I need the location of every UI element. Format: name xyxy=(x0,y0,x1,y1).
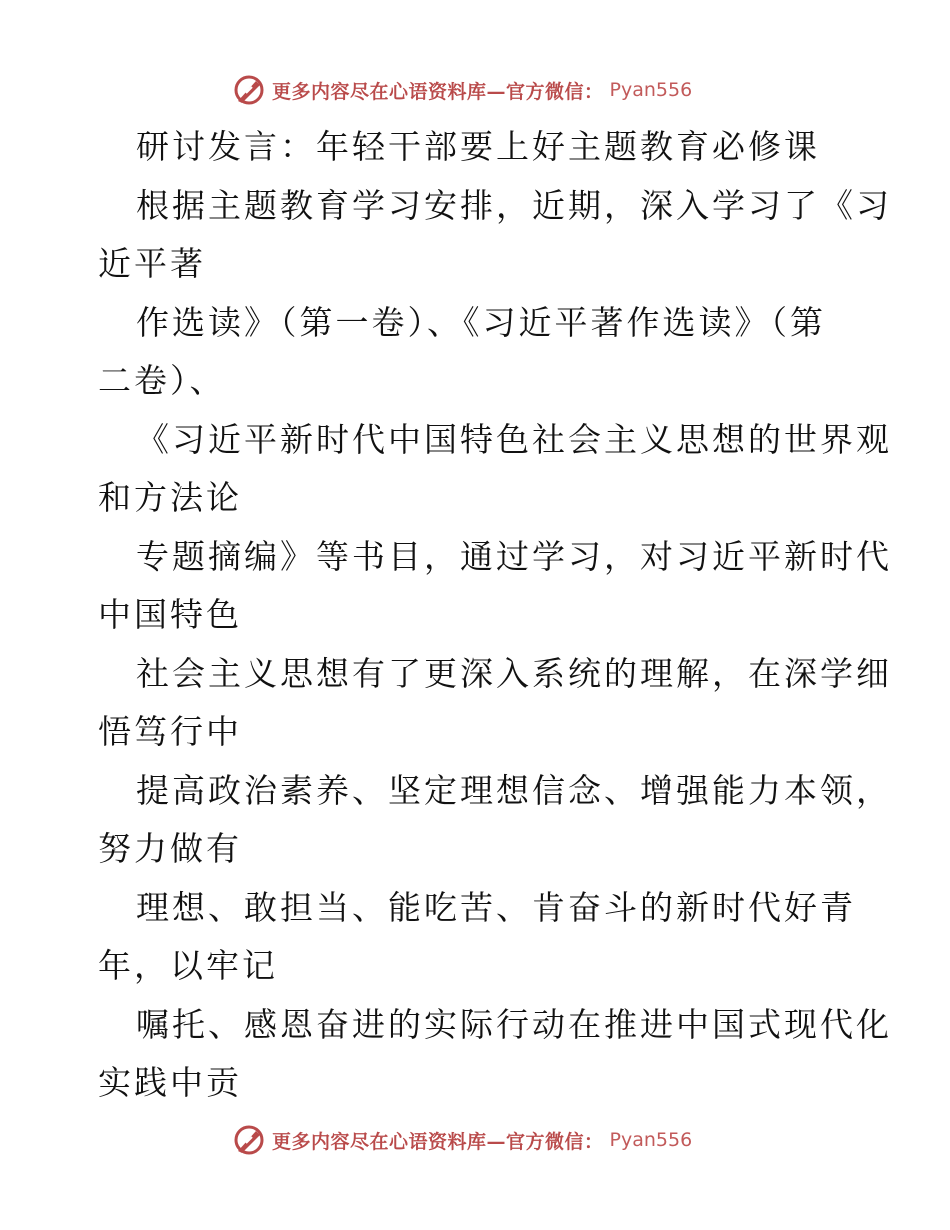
text-line: 中国特色 xyxy=(98,595,242,634)
text-line: 年，以牢记 xyxy=(98,946,278,985)
text-line: 《习近平新时代中国特色社会主义思想的世界观 xyxy=(136,419,892,459)
wechat-handle: Pyan556 xyxy=(609,1129,693,1151)
document-body xyxy=(98,118,892,1113)
text-line: 根据主题教育学习安排，近期，深入学习了《习 xyxy=(136,185,892,225)
text-line: 悟笃行中 xyxy=(98,712,242,751)
text-line: 嘱托、感恩奋进的实际行动在推进中国式现代化 xyxy=(136,1004,892,1044)
document-title: 研讨发言：年轻干部要上好主题教育必修课 xyxy=(136,127,820,166)
text-line: 专题摘编》等书目，通过学习，对习近平新时代 xyxy=(136,536,892,576)
pen-logo-icon xyxy=(232,1123,266,1157)
text-line: 社会主义思想有了更深入系统的理解，在深学细 xyxy=(136,653,892,693)
text-line: 努力做有 xyxy=(98,829,242,868)
banner-text: 更多内容尽在心语资料库—官方微信： xyxy=(272,1130,604,1153)
banner-text: 更多内容尽在心语资料库—官方微信： xyxy=(272,80,604,103)
text-line: 理想、敢担当、能吃苦、肯奋斗的新时代好青 xyxy=(136,887,856,927)
text-line: 作选读》（第一卷）、《习近平著作选读》（第 xyxy=(136,302,826,342)
text-line: 和方法论 xyxy=(98,478,242,517)
text-line: 提高政治素养、坚定理想信念、增强能力本领， xyxy=(136,770,892,810)
pen-logo-icon xyxy=(232,73,266,107)
text-line: 近平著 xyxy=(98,244,206,283)
header-banner xyxy=(232,72,692,108)
footer-banner xyxy=(232,1122,692,1158)
wechat-handle: Pyan556 xyxy=(609,79,693,101)
text-line: 实践中贡 xyxy=(98,1063,242,1102)
text-line: 二卷）、 xyxy=(98,361,226,400)
